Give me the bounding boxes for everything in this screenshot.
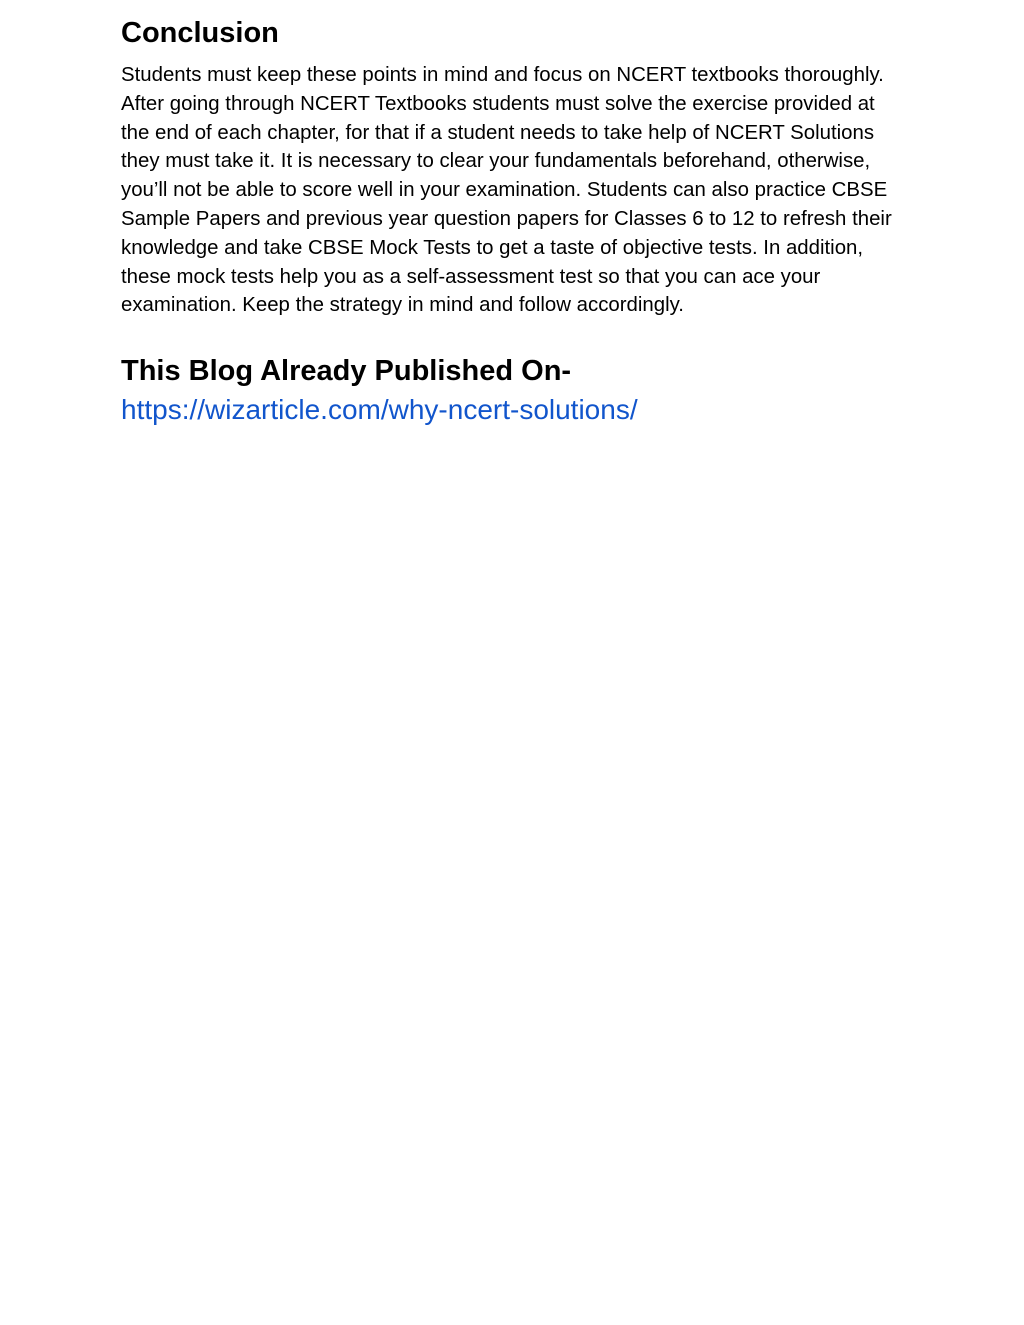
conclusion-paragraph: Students must keep these points in mind and focus on NCERT textbooks thoroughly. After going through NCERT Textbooks students must solve the exercise provided at the end of each chapter, for that if a student needs to take help of NCERT Solutions they must take it. It is necessary to clear your fundamentals beforehand, otherwise, you’ll not be able to score well in your examination. Students can also practice CBSE Sample Papers and previous year question papers for Classes 6 to 12 to refresh their knowledge and take CBSE Mock Tests to get a taste of objective tests. In addition, these mock tests help you as a self-assessment test so that you can ace your examination. Keep the strategy in mind and follow accordingly.: [121, 64, 892, 317]
blog-source-link[interactable]: https://wizarticle.com/why-ncert-solutions/: [121, 394, 638, 426]
published-heading: This Blog Already Published On-: [121, 355, 572, 388]
document-page: [121, 14, 901, 429]
conclusion-heading: Conclusion: [121, 17, 279, 49]
